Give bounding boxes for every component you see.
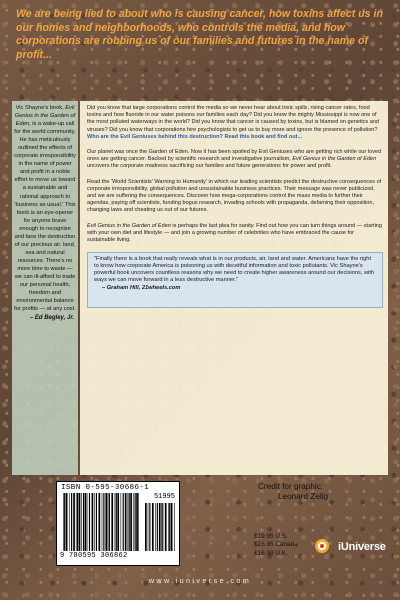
paragraph-4-post: is perhaps the last plea for sanity. Find out how you can turn things around — starting with your own diet and lifestyle — and join a growing number of celebrities who have embraced the cause for sustainable living. bbox=[87, 222, 382, 244]
barcode-bar-2 bbox=[66, 493, 68, 551]
endorsement-pre: Vic Shayne's book, bbox=[15, 105, 66, 111]
barcode-addon-bar-12 bbox=[171, 503, 173, 551]
endorsement-text bbox=[14, 104, 76, 313]
barcode-bar-1 bbox=[64, 493, 65, 551]
quote-attribution: – Graham Hill, 21wheels.com bbox=[102, 284, 181, 291]
barcode-bar-31 bbox=[129, 493, 130, 551]
barcode-bar-24 bbox=[115, 493, 116, 551]
price-canada: $26.95 Canada bbox=[254, 541, 298, 549]
paragraph-1-text: Did you know that large corporations control the media so we never hear about toxic spills, rising cancer rates, food toxins and how fluoride in our water poisons our families each day? Did you know the mighty Mississippi is now one of the most polluted waterways in the world? Did you know that cancer is caused by toxins, but is blamed on genetics and viruses? Did you know that corporations hire psychologists to get us to buy more and ignore the presence of pollution? bbox=[87, 105, 379, 133]
paragraph-4 bbox=[87, 223, 382, 245]
barcode-bar-3 bbox=[69, 493, 70, 551]
barcode-bar-17 bbox=[99, 493, 101, 551]
endorsement-panel bbox=[12, 101, 78, 475]
barcode-bar-22 bbox=[109, 493, 110, 551]
barcode-addon-bar-8 bbox=[162, 503, 163, 551]
barcode-bar-30 bbox=[128, 493, 129, 551]
barcode-bar-0 bbox=[63, 493, 64, 551]
ean-digits: 9 780595 306862 bbox=[60, 552, 128, 560]
paragraph-3: Read the 'World Scientists' Warning to Humanity' in which our leading scientists predict the destructive consequences of corporate irresponsibility, global pollution and unsustainable business practices. Their message was never publicized, and we are suffering the consequences. Discover how mega-corporations control the mass media to further their agendas, paying off scientists, funding bogus research, invading schools with propaganda, defaming their opposition, changing laws and cheating us out of our futures. bbox=[87, 178, 382, 214]
barcode-bar-11 bbox=[85, 493, 87, 551]
paragraph-1 bbox=[87, 105, 382, 141]
quote-text: "Finally there is a book that really reveals what is in our products, air, land and water. Americans have the right to know how corporate America is poisoning us with deceitful information and toxic pollutants. Vic Shayne's powerful book uncovers countless reasons why we need to create higher awareness around our decisions, with ways we can move forward in a less destructive manner." bbox=[94, 256, 375, 283]
publisher-url: www.iuniverse.com bbox=[148, 576, 252, 585]
barcode-bars-addon bbox=[145, 503, 177, 551]
barcode-bar-15 bbox=[94, 493, 95, 551]
paragraph-2-post: uncovers the corporate madness sacrificing our families and future generations for power and profit. bbox=[87, 163, 332, 170]
barcode-bar-35 bbox=[136, 493, 138, 551]
barcode-bar-5 bbox=[73, 493, 75, 551]
price-us: $19.95 U.S. bbox=[254, 533, 288, 540]
barcode-bar-19 bbox=[103, 493, 104, 551]
barcode-bar-13 bbox=[89, 493, 90, 551]
barcode-bar-26 bbox=[117, 493, 119, 551]
headline: We are being lied to about who is causing cancer, how toxins affect us in our homes and neighborhoods, who controls the media, and how corporations are robbing us of our families and futures in the name of profit... bbox=[16, 8, 383, 61]
barcode-bar-28 bbox=[123, 493, 124, 551]
barcode-bar-23 bbox=[111, 493, 113, 551]
credit-label: Credit for graphic: bbox=[258, 482, 324, 491]
barcode-addon-bar-0 bbox=[145, 503, 147, 551]
paragraph-2-title: Evil Genius in the Garden of Eden bbox=[292, 156, 377, 163]
barcode-addon-bar-4 bbox=[155, 503, 156, 551]
endorsement-attribution: – Ed Begley, Jr. bbox=[29, 315, 74, 322]
barcode-bar-29 bbox=[125, 493, 127, 551]
barcode-addon-bar-7 bbox=[161, 503, 162, 551]
barcode-addon-bar-9 bbox=[165, 503, 167, 551]
barcode-bar-20 bbox=[105, 493, 107, 551]
paragraph-2-pre: Our planet was once the Garden of Eden. Now it has been spoiled by Evil Geniuses who are getting rich while our loved ones are getting cancer. Backed by scientific research and investigative journalism, bbox=[87, 149, 382, 163]
barcode-bar-32 bbox=[130, 493, 132, 551]
barcode-bar-33 bbox=[133, 493, 134, 551]
barcode-addon-bar-2 bbox=[149, 503, 150, 551]
barcode-bar-27 bbox=[121, 493, 122, 551]
description-panel bbox=[80, 101, 388, 475]
barcode-bar-36 bbox=[138, 493, 139, 551]
barcode-bar-25 bbox=[116, 493, 117, 551]
barcode-bar-18 bbox=[102, 493, 103, 551]
barcode-bar-6 bbox=[76, 493, 77, 551]
barcode-bar-34 bbox=[135, 493, 136, 551]
barcode-bar-9 bbox=[81, 493, 82, 551]
barcode-price-code: 51995 bbox=[153, 493, 175, 501]
barcode-addon-bar-10 bbox=[168, 503, 169, 551]
paragraph-2 bbox=[87, 149, 382, 171]
paragraph-4-title: Evil Genius in the Garden of Eden bbox=[87, 222, 171, 229]
barcode-bar-4 bbox=[71, 493, 72, 551]
barcode-bar-10 bbox=[83, 493, 84, 551]
barcode-bar-16 bbox=[96, 493, 97, 551]
price-uk: £16.99 U.K. bbox=[254, 549, 288, 557]
publisher-name: iUniverse bbox=[338, 541, 386, 553]
barcode-addon-bar-13 bbox=[174, 503, 175, 551]
barcode-addon-bar-11 bbox=[169, 503, 170, 551]
barcode-addon-bar-5 bbox=[157, 503, 158, 551]
barcode-addon-bar-6 bbox=[159, 503, 161, 551]
barcode-addon-bar-1 bbox=[148, 503, 149, 551]
barcode-bar-7 bbox=[77, 493, 78, 551]
paragraph-1-question: Who are the Evil Geniuses behind this destruction? Read this book and find out... bbox=[87, 133, 303, 140]
barcode-addon-bar-3 bbox=[152, 503, 154, 551]
barcode-bar-12 bbox=[87, 493, 88, 551]
endorsement-post: , is a wake-up call for the world community. He has meticulously outlined the effects of corporate irresponsibility in the name of power and profit in a noble effort to move us toward a sustainable and rational approach to 'business as usual.' This book is an eye-opener for anyone brave enough to recognize and face the destruction of our precious air, land, sea and natural resources. There's no more time to waste — we can ill-afford to trade our personal health, freedom and environmental balance for profits — at any cost. bbox=[14, 121, 76, 313]
quote-box bbox=[87, 252, 383, 308]
barcode-bar-14 bbox=[92, 493, 94, 551]
barcode bbox=[56, 481, 180, 566]
isbn-label: ISBN 0-595-30686-1 bbox=[61, 484, 150, 492]
barcode-bar-8 bbox=[79, 493, 81, 551]
endorsement-book-title: Evil Genius in the Garden of Eden bbox=[14, 105, 76, 128]
barcode-bar-21 bbox=[108, 493, 109, 551]
barcode-bars-main bbox=[63, 493, 141, 551]
credit-name: Leonard Zelig bbox=[278, 492, 329, 501]
